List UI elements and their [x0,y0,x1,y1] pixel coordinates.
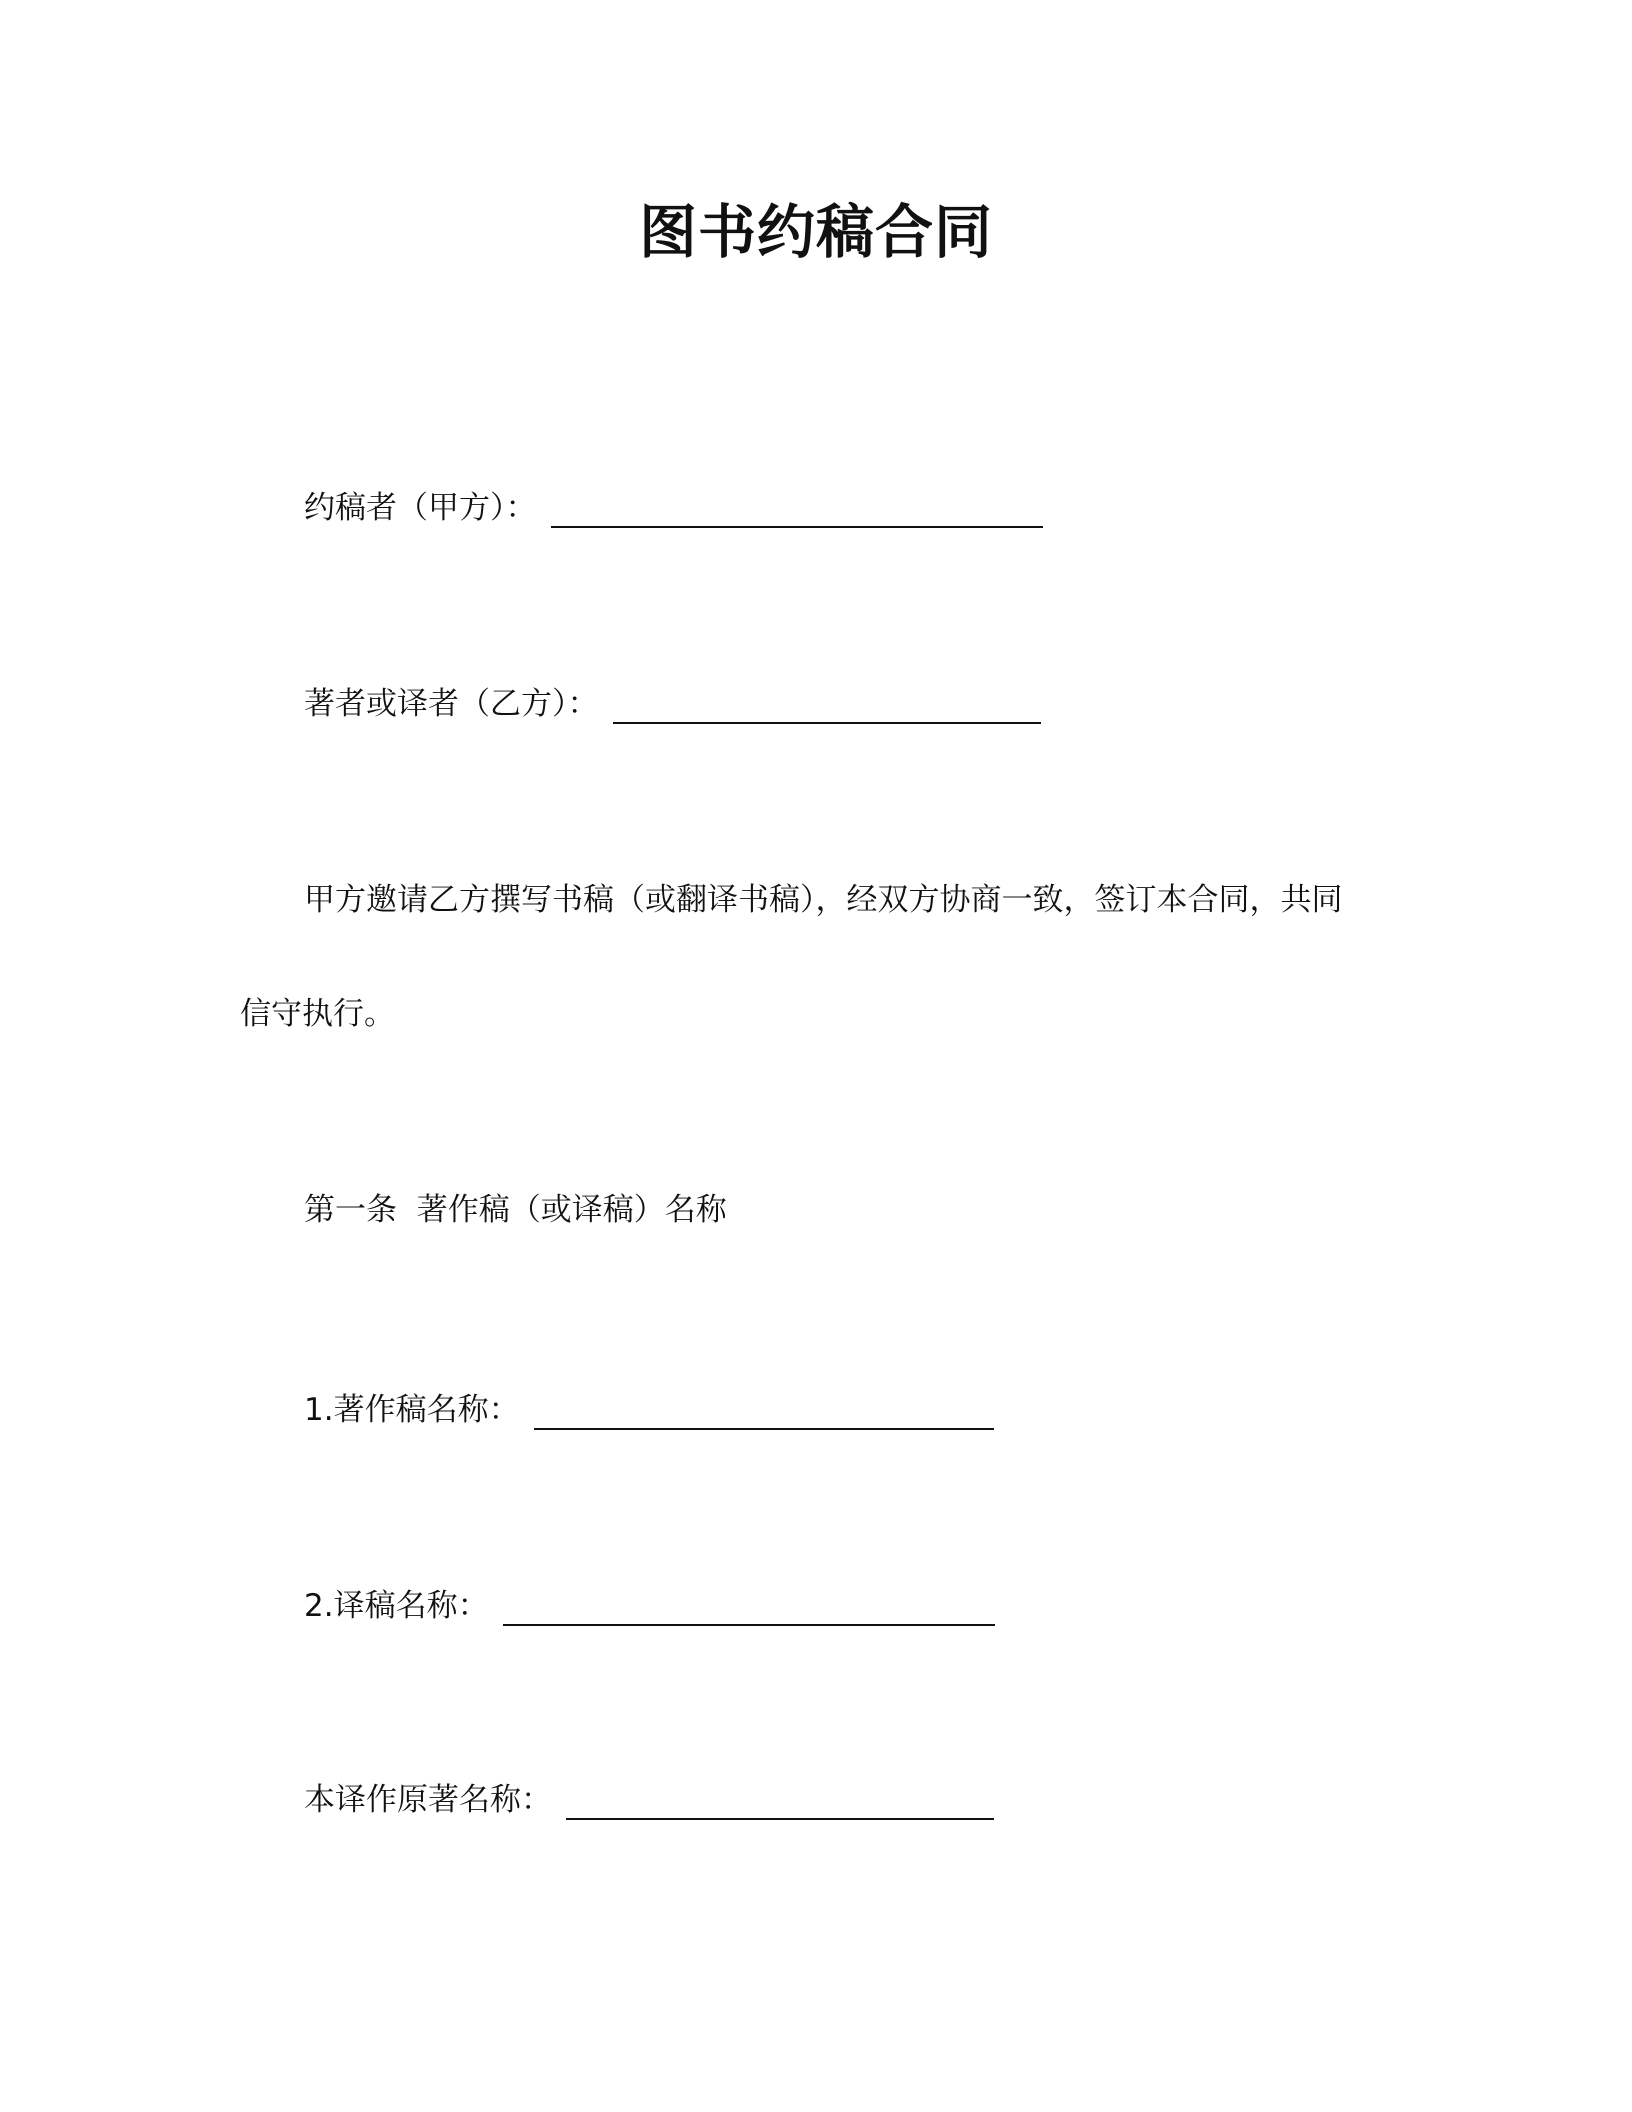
item-2-label: 2.译稿名称： [304,1588,489,1624]
article-1-heading-text: 第一条 著作稿（或译稿）名称 [304,1192,727,1228]
article-1-heading [304,1190,727,1230]
item-2-row [304,1586,995,1626]
item-1-blank[interactable] [534,1396,994,1430]
party-b-blank[interactable] [613,690,1041,724]
item-1-label: 1.著作稿名称： [304,1392,520,1428]
intro-line-1: 甲方邀请乙方撰写书稿（或翻译书稿），经双方协商一致，签订本合同，共同 [304,882,1343,918]
intro-paragraph [240,880,1392,1040]
original-work-label: 本译作原著名称： [304,1782,552,1818]
page-title: 图书约稿合同 [638,198,993,266]
party-a-blank[interactable] [551,494,1043,528]
party-b-row [304,684,1041,724]
original-work-row [304,1780,994,1820]
original-work-blank[interactable] [566,1786,994,1820]
intro-line-2: 信守执行。 [240,996,395,1032]
party-a-label: 约稿者（甲方）： [304,490,537,526]
party-b-label: 著者或译者（乙方）： [304,686,599,722]
item-1-row [304,1390,994,1430]
item-2-blank[interactable] [503,1592,995,1626]
party-a-row [304,488,1043,528]
